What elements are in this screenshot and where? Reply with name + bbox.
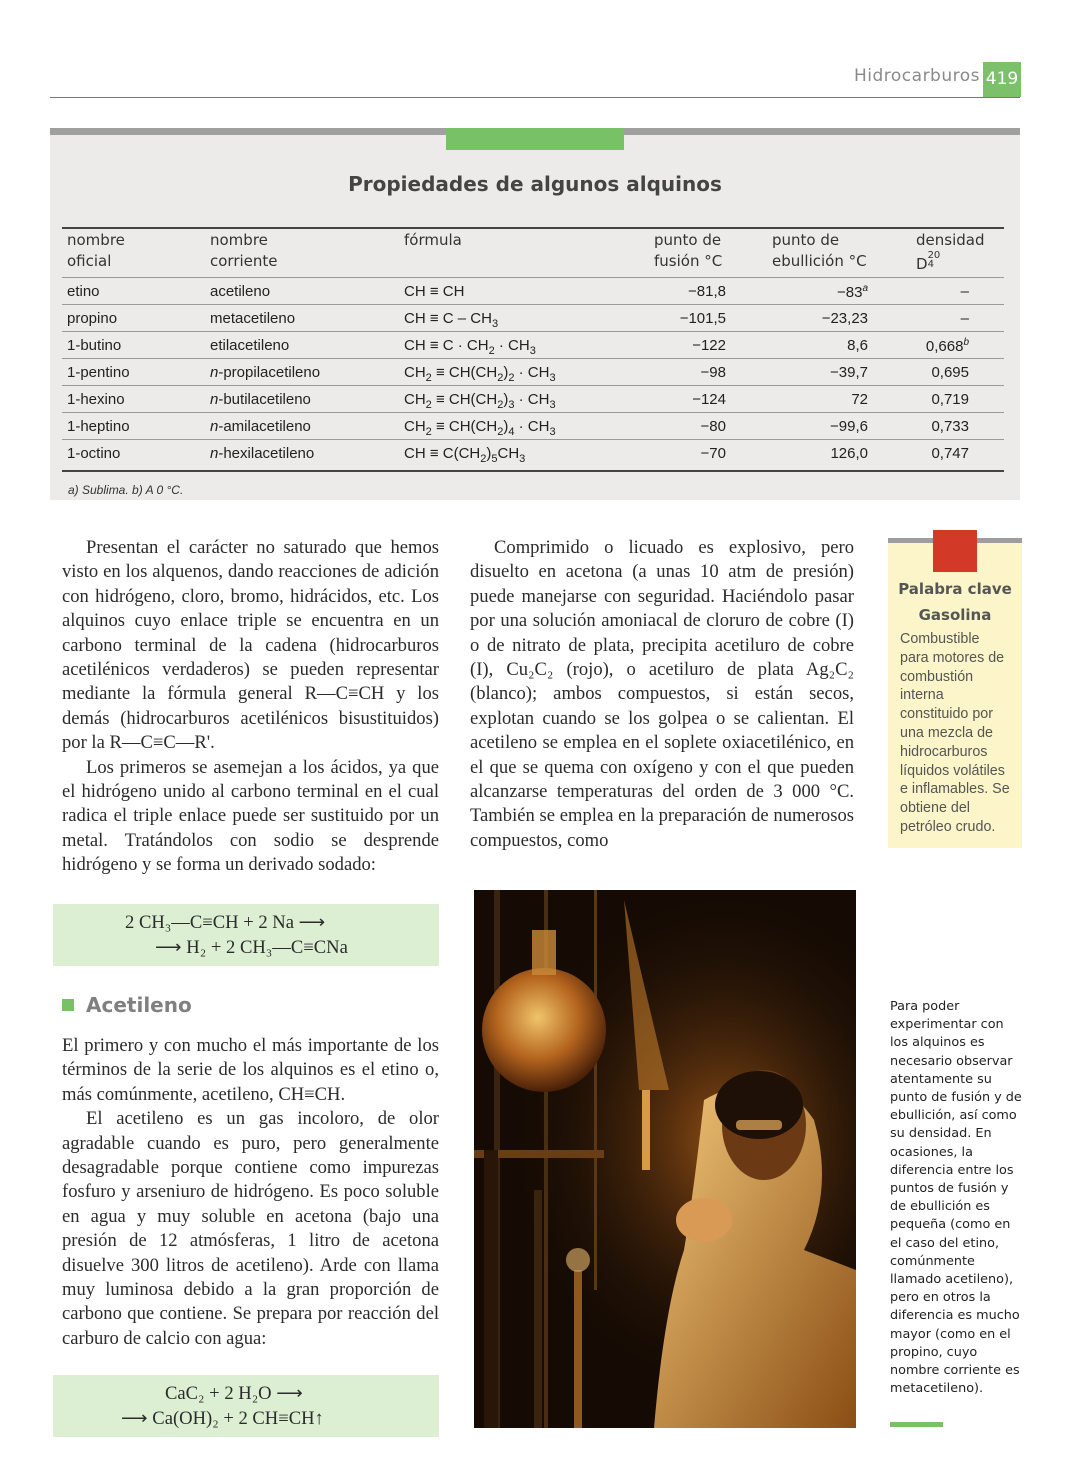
lab-photo: [474, 890, 856, 1428]
equation-line: CaC₂ + 2 H₂O ⟶: [165, 1383, 303, 1404]
cell-nombre-oficial: 1-octino: [67, 445, 121, 462]
cell-punto-ebullicion: −39,7: [830, 364, 868, 381]
heading-square-icon: [62, 999, 74, 1011]
equation-sodium: [53, 904, 439, 966]
table-row: [62, 385, 1004, 412]
cell-formula: $CH_2 \equiv CH(CH_2)_3 \cdot CH_3$: [404, 391, 556, 411]
cell-punto-ebullicion: 126,0: [830, 445, 868, 462]
table-row: [62, 277, 1004, 304]
paragraph: Presentan el carácter no saturado que hemos visto en los alquenos, dando reacciones de adición con hidrógeno, cloro, bromo, hidrácidos, etc. Los alquinos cuyo enlace triple se encuentra en un carbono terminal de la cadena (hidrocarburos acetilénicos verdaderos) se pueden representar mediante la fórmula general R—C≡CH y los demás (hidrocarburos acetilénicos bisustituidos) por la R—C≡C—R'.: [62, 537, 439, 754]
cell-formula: CH ≡ C – $CH_3$: [404, 310, 499, 330]
cell-punto-fusion: −101,5: [679, 310, 726, 327]
table-top-rule: [62, 227, 1004, 229]
section-heading: Acetileno: [86, 993, 192, 1017]
cell-densidad: 0,695: [931, 364, 969, 381]
header-punto-ebullicion: punto de ebullición °C: [772, 231, 867, 270]
table-row: [62, 331, 1004, 358]
equation-line: 2 CH₃—C≡CH + 2 Na ⟶: [125, 912, 326, 933]
cell-punto-ebullicion: −99,6: [830, 418, 868, 435]
table-row: [62, 304, 1004, 331]
cell-punto-ebullicion: 8,6: [847, 337, 868, 354]
table-row: [62, 412, 1004, 439]
cell-punto-ebullicion: $-83^a$: [836, 283, 868, 301]
paragraph: El primero y con mucho el más importante de los términos de la serie de los alquinos es el etino o, más comúnmente, acetileno, CH≡CH.: [62, 1035, 439, 1105]
cell-formula: CH ≡ CH: [404, 283, 465, 300]
cell-nombre-corriente: acetileno: [210, 283, 271, 300]
cell-nombre-oficial: 1-hexino: [67, 391, 125, 408]
cell-nombre-oficial: 1-heptino: [67, 418, 130, 435]
cell-nombre-oficial: propino: [67, 310, 118, 327]
paragraph: El acetileno es un gas incoloro, de olor agradable cuando es puro, pero generalmente desagradable porque contiene como impurezas fosfuro y arseniuro de hidrógeno. Es poco soluble en agua y muy soluble en acetona (bajo una presión de 12 atmósferas, 1 litro de acetona disuelve 300 litros de acetileno). Arde con llama muy luminosa debido a la gran proporción de carbono que contiene. Se prepara por reacción del carburo de calcio con agua:: [62, 1108, 439, 1349]
header-punto-fusion: punto de fusión °C: [654, 231, 723, 270]
cell-nombre-corriente: metacetileno: [210, 310, 296, 327]
middle-column-text: [470, 536, 854, 853]
cell-nombre-corriente: n-hexilacetileno: [210, 445, 315, 462]
keyword-title: Palabra clave: [898, 580, 1012, 598]
cell-punto-fusion: −98: [700, 364, 726, 381]
keyword-definition: Combustible para motores de combustión interna constituido por una mezcla de hidrocarburos líquidos volátiles e inflamables. Se obtiene del petróleo crudo.: [900, 631, 1010, 835]
page-number: 419: [983, 62, 1021, 97]
cell-formula: $CH_2 \equiv CH(CH_2)_2 \cdot CH_3$: [404, 364, 556, 384]
header-nombre-corriente: nombre corriente: [210, 231, 278, 270]
cell-nombre-corriente: n-propilacetileno: [210, 364, 321, 381]
table-row: [62, 439, 1004, 466]
header-rule: [50, 97, 1020, 98]
table-accent-tab: [446, 128, 624, 150]
cell-punto-ebullicion: −23,23: [821, 310, 868, 327]
caption-accent-bar: [890, 1422, 943, 1427]
cell-punto-fusion: −124: [692, 391, 726, 408]
photo-caption: Para poder experimentar con los alquinos es necesario observar atentamente su punto de fusión y de ebullición, así como su densidad. En ocasiones, la diferencia entre los puntos de fusión y de ebullición es pequeña (como en el caso del etino, comúnmente llamado acetileno), pero en otros la diferencia es mucho mayor (como en el propino, cuyo nombre corriente es metacetileno).: [890, 999, 1022, 1397]
cell-nombre-oficial: etino: [67, 283, 100, 300]
table-row: [62, 358, 1004, 385]
cell-nombre-oficial: 1-butino: [67, 337, 122, 354]
cell-densidad: –: [960, 283, 969, 300]
lab-photo-illustration: [474, 890, 856, 1428]
cell-densidad: 0,719: [931, 391, 969, 408]
cell-densidad: –: [960, 310, 969, 327]
header-nombre-oficial: nombre oficial: [67, 231, 125, 270]
equation-line: ⟶ H₂ + 2 CH₃—C≡CNa: [155, 937, 348, 958]
keyword-term: Gasolina: [918, 606, 992, 624]
cell-punto-ebullicion: 72: [851, 391, 868, 408]
cell-nombre-corriente: n-amilacetileno: [210, 418, 311, 435]
cell-formula: $CH_2 \equiv CH(CH_2)_4 \cdot CH_3$: [404, 418, 556, 438]
cell-densidad: 0,668$^b$: [925, 337, 969, 355]
header-densidad: densidad D 20 4: [916, 231, 985, 273]
paragraph: Comprimido o licuado es explosivo, pero disuelto en acetona (a unas 10 atm de presión) puede manejarse con seguridad. Haciéndolo pasar por una solución amoniacal de cloruro de cobre (I) o de nitrato de plata, precipita acetiluro de cobre (I), Cu₂C₂ (rojo), o acetiluro de plata Ag₂C₂ (blanco); ambos compuestos, si están secos, explotan cuando se los golpea o se calientan. El acetileno se emplea en el soplete oxiacetilénico, en el que se quema con oxígeno y con el que pueden alcanzarse temperaturas del orden de 3 000 °C. También se emplea en la preparación de numerosos compuestos, como: [470, 537, 854, 851]
table-bottom-rule: [62, 470, 1004, 472]
running-section-title: Hidrocarburos: [853, 66, 980, 86]
cell-nombre-corriente: n-butilacetileno: [210, 391, 311, 408]
header-formula: fórmula: [404, 231, 462, 249]
left-column-acetileno: [62, 1034, 439, 1351]
paragraph: Los primeros se asemejan a los ácidos, ya que el hidrógeno unido al carbono terminal en el cual radica el triple enlace puede ser sustituido por un metal. Tratándolos con sodio se desprende hidrógeno y se forma un derivado sodado:: [62, 756, 439, 876]
cell-densidad: 0,733: [931, 418, 969, 435]
cell-punto-fusion: −81,8: [688, 283, 726, 300]
equation-line: ⟶ Ca(OH)₂ + 2 CH≡CH↑: [121, 1408, 324, 1429]
cell-formula: CH ≡ $C \cdot CH_2 \cdot CH_3$: [404, 337, 536, 357]
left-column-intro: [62, 536, 439, 878]
cell-formula: CH ≡ $C(CH_2)_5CH_3$: [404, 445, 526, 465]
cell-punto-fusion: −70: [700, 445, 726, 462]
cell-nombre-oficial: 1-pentino: [67, 364, 130, 381]
cell-punto-fusion: −122: [692, 337, 726, 354]
table-title: Propiedades de algunos alquinos: [348, 172, 722, 196]
cell-nombre-corriente: etilacetileno: [210, 337, 290, 354]
cell-densidad: 0,747: [931, 445, 969, 462]
cell-punto-fusion: −80: [700, 418, 726, 435]
table-footnote: a) Sublima. b) A 0 °C.: [68, 483, 184, 497]
keyword-red-marker: [933, 530, 977, 572]
equation-carburo: [53, 1375, 439, 1437]
